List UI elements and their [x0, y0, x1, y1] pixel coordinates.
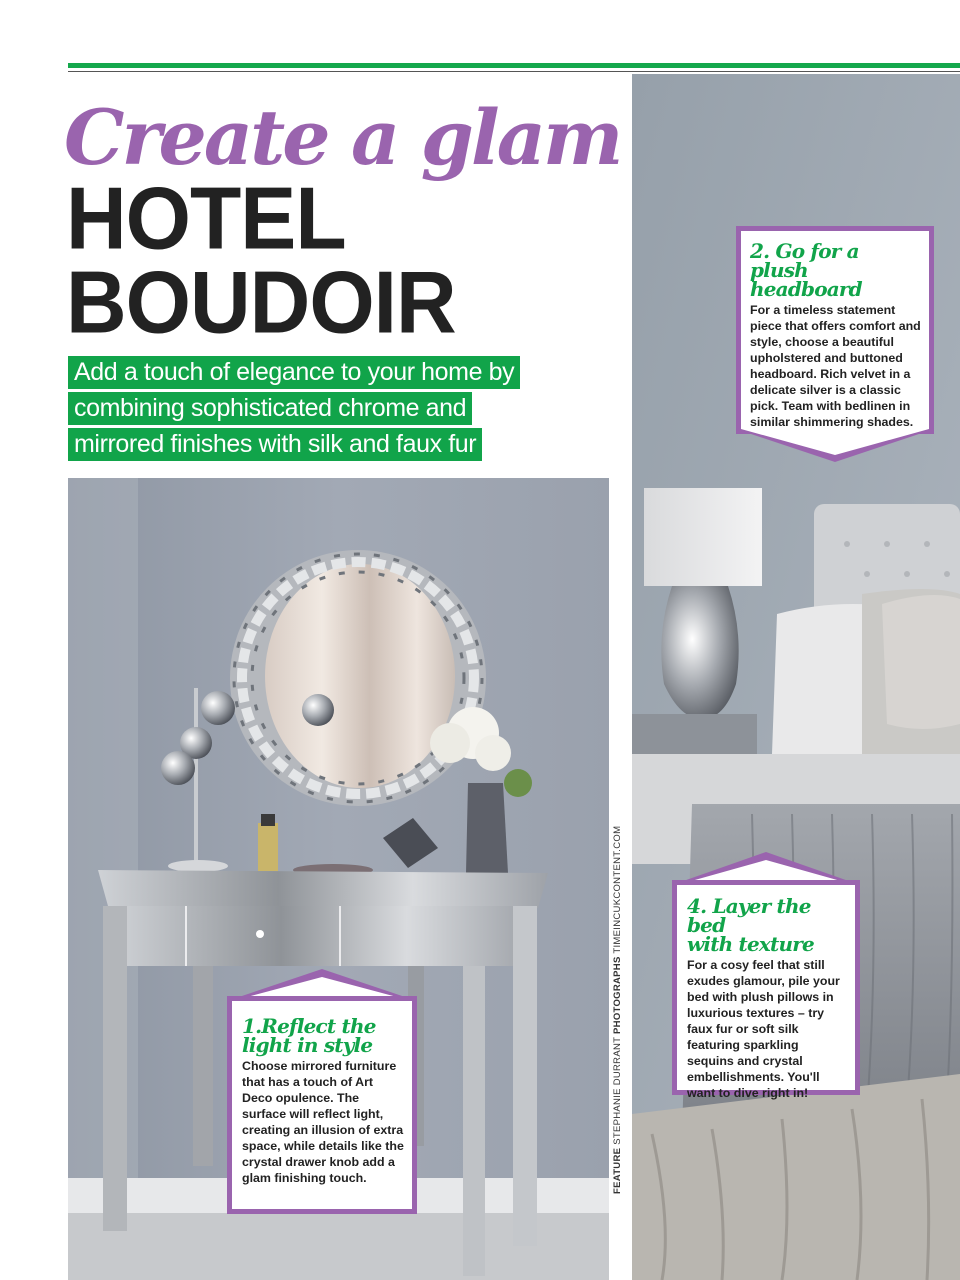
credit-feature-label: FEATURE — [612, 1147, 623, 1194]
callout-headboard — [736, 226, 934, 434]
standfirst-line: Add a touch of elegance to your home by — [68, 356, 520, 389]
top-green-rule — [68, 63, 960, 68]
title-line-hotel: HOTEL — [66, 168, 346, 268]
standfirst — [68, 356, 608, 464]
credit-feature-name: STEPHANIE DURRANT — [612, 1036, 623, 1145]
credit-photos-label: PHOTOGRAPHS — [612, 956, 623, 1034]
callout-heading — [242, 1014, 406, 1057]
callout-pointer-down — [736, 429, 934, 465]
callout-body: Choose mirrored furniture that has a touch of Art Deco opulence. The surface will reflect light, creating an illusion of extra space, while details like the crystal drawer knob add a glam finishing touch. — [242, 1059, 404, 1185]
callout-reflect-light — [227, 996, 417, 1214]
callout-heading-line: 1.Reflect the — [242, 1014, 376, 1038]
callout-layer-bed — [672, 880, 860, 1100]
callout-body: For a timeless statement piece that offers comfort and style, choose a beautiful upholstered and buttoned headboard. Rich velvet in a delicate silver is a classic pick. Team with bedlinen in similar shimmering shades. — [750, 303, 921, 429]
title-script: Create a glam — [64, 93, 621, 182]
standfirst-line: combining sophisticated chrome and — [68, 392, 472, 425]
callout-heading-line: 4. Layer the bed — [687, 894, 811, 937]
callout-body: For a cosy feel that still exudes glamour, pile your bed with plush pillows in luxurious textures – try faux fur or soft silk featuring sparkling sequins and crystal embellishments. You'll want to dive right in! — [687, 958, 840, 1100]
standfirst-line: mirrored finishes with silk and faux fur — [68, 428, 482, 461]
callout-heading-line: headboard — [750, 277, 862, 301]
credit-photos-source: TIMEINCUKCONTENT.COM — [612, 825, 623, 954]
callout-heading — [750, 239, 921, 301]
callout-heading-line: with texture — [687, 932, 814, 956]
callout-heading-line: 2. Go for a plush — [750, 239, 859, 282]
photo-credit — [612, 604, 623, 1194]
callout-heading — [687, 894, 847, 956]
callout-heading-line: light in style — [242, 1033, 373, 1057]
title-line-boudoir: BOUDOIR — [66, 252, 456, 352]
top-thin-rule — [68, 71, 960, 72]
